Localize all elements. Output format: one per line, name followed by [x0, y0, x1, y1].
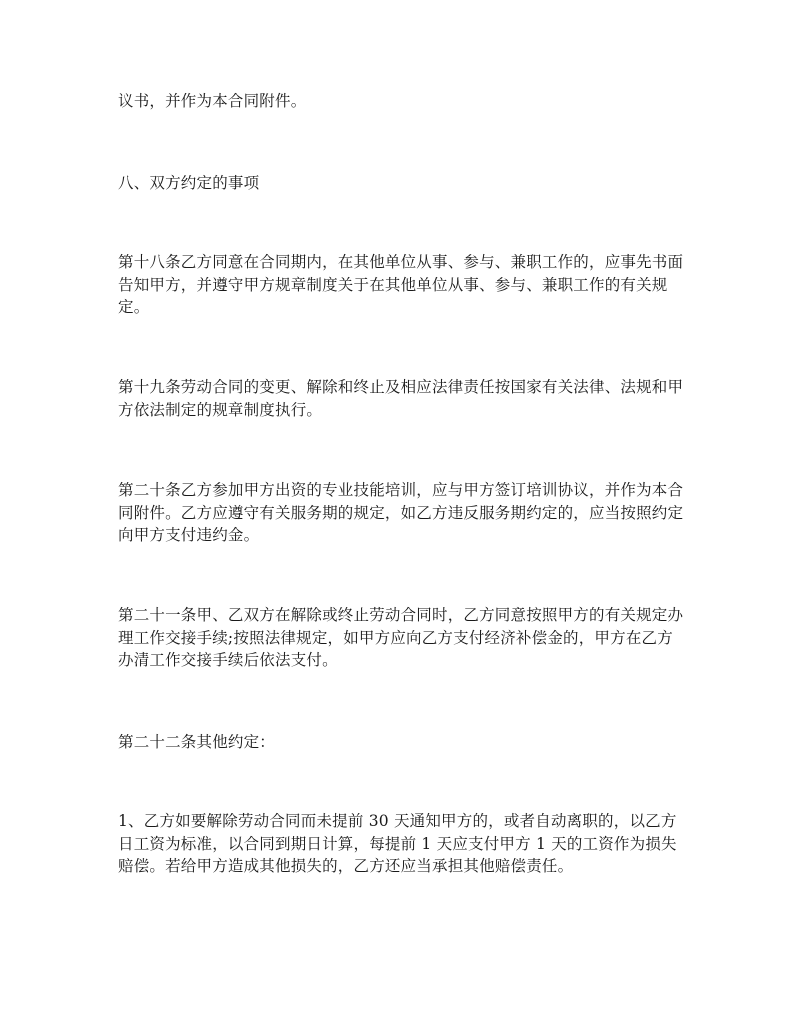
article-22-item-1: 1、乙方如要解除劳动合同而未提前 30 天通知甲方的，或者自动离职的，以乙方日工资为标准，以合同到期日计算，每提前 1 天应支付甲方 1 天的工资作为损失赔偿。若给甲方造成其他损失的，乙方还应当承担其他赔偿责任。 [118, 812, 677, 875]
article-22: 第二十二条其他约定： [118, 733, 276, 751]
article-19: 第十九条劳动合同的变更、解除和终止及相应法律责任按国家有关法律、法规和甲方依法制定的规章制度执行。 [118, 378, 684, 419]
paragraph-continuation: 议书，并作为本合同附件。 [118, 92, 307, 110]
article-18: 第十八条乙方同意在合同期内，在其他单位从事、参与、兼职工作的，应事先书面告知甲方，并遵守甲方规章制度关于在其他单位从事、参与、兼职工作的有关规定。 [118, 253, 684, 316]
section-heading: 八、双方约定的事项 [118, 174, 260, 192]
article-20: 第二十条乙方参加甲方出资的专业技能培训，应与甲方签订培训协议，并作为本合同附件。乙方应遵守有关服务期的规定，如乙方违反服务期约定的，应当按照约定向甲方支付违约金。 [118, 481, 684, 544]
article-21: 第二十一条甲、乙双方在解除或终止劳动合同时，乙方同意按照甲方的有关规定办理工作交接手续;按照法律规定，如甲方应向乙方支付经济补偿金的，甲方在乙方办清工作交接手续后依法支付。 [118, 606, 684, 669]
